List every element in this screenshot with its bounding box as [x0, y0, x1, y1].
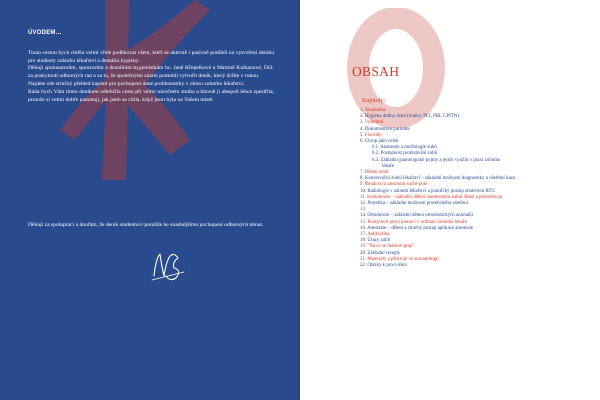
- toc-item: 2. Hygiena dutiny ústní (indexy PLI, PBI, CPITN): [360, 114, 459, 120]
- toc-item: 12. Protetika – základní možnosti protetického ošetření: [360, 201, 468, 207]
- toc-item: 6. Chrup jako celek: [360, 139, 399, 145]
- toc-title: OBSAH: [352, 64, 400, 79]
- toc-item: 14. Ortodoncie – základní dělení ortodontických anomálií: [360, 213, 474, 219]
- toc-item: 17. Antibiotika: [360, 232, 390, 238]
- toc-item: 11. Endodoncie – základní dělení onemocnění zubní dřeně a periodoncia: [360, 194, 503, 200]
- table-of-contents: [360, 108, 592, 269]
- toc-item: 9. Relativní a absolutní suché pole: [360, 182, 428, 188]
- toc-item: 7. Bělení zubů: [360, 170, 389, 176]
- toc-item: 18. Úrazy zubů: [360, 238, 391, 244]
- toc-item: 1. Anamnéza: [360, 108, 386, 113]
- toc-item: 4. Dokumentace pacienta: [360, 126, 410, 132]
- toc-item: 20. Základní recepty: [360, 250, 401, 256]
- toc-item: 15. Poskytnutí první pomoci v ordinaci zubního lékaře: [360, 219, 467, 225]
- intro-paragraph-3: Najdete zde stručný přehled kapitol pro pochopení dané problematiky v oboru zubního lékařství.: [28, 80, 245, 87]
- intro-paragraph-2: Děkuji spoluautorům, sponzorům a dentálním hygienistkám bc. Janě Křepelkové a Martině Kulhanové, DiS. za poskytnutí odborných rad a za to, že společnými silami pomohli vytvořit deník, který držíte v rukou.: [28, 65, 274, 80]
- toc-item: 21. Materiály a přístroje ve stomatologii: [360, 256, 439, 262]
- toc-item: 6.1. Anatomie a morfologie zubů: [372, 145, 437, 151]
- toc-item: lékaře: [382, 163, 394, 169]
- signature-icon: [148, 248, 188, 284]
- intro-text: [28, 30, 274, 104]
- intro-paragraph-4: Ráda bych Vám tímto deníkem odlehčila cestu při velmi náročném studiu a hlavně ji alespoň lehce zpestřila, protože si velmi dobře pamatuji, jak jsem se cítila, když jsem byla na Vašem místě.: [28, 88, 274, 103]
- toc-item: 8. Konzervační zubní lékařství – základní možnosti diagnostiky a ošetření kazu: [360, 176, 516, 182]
- toc-item: 6.3. Základní gnatologické pojmy a jejich využití v praxi zubního: [372, 157, 501, 163]
- toc-item: 22. Otázky k procvičení: [360, 263, 407, 269]
- toc-subtitle: Kapitoly:: [362, 97, 386, 104]
- toc-item: 6.2. Postupnost prořezávání zubů: [372, 151, 438, 157]
- toc-item: 3. Vyšetření: [360, 120, 384, 126]
- toc-item: 16. Anestezie – dělení a stručný postup aplikace anestezie: [360, 225, 474, 231]
- toc-item: 19. "Na co se doktorů ptají": [360, 244, 415, 250]
- toc-item: 10. Radiologie v zubním lékařství a praktický postup zhotovení RTG: [360, 188, 495, 194]
- closing-paragraph: Děkuji za spolupráci a doufám, že deník studentovi pomůže ke snadnějšímu pochopení odborných témat.: [28, 222, 264, 228]
- toc-item: 13.: [360, 207, 367, 213]
- toc-item: 5. Fluoridy: [360, 132, 382, 138]
- right-page: [300, 0, 600, 400]
- intro-heading: ÚVODEM…: [28, 30, 62, 36]
- intro-paragraph-1: Touto cestou bych chtěla velmi vřele poděkovat všem, kteří se aktivně i pasivně podíleli na vytvoření deníku pro studenty zubního lékařství a dentální hygieny.: [28, 49, 274, 64]
